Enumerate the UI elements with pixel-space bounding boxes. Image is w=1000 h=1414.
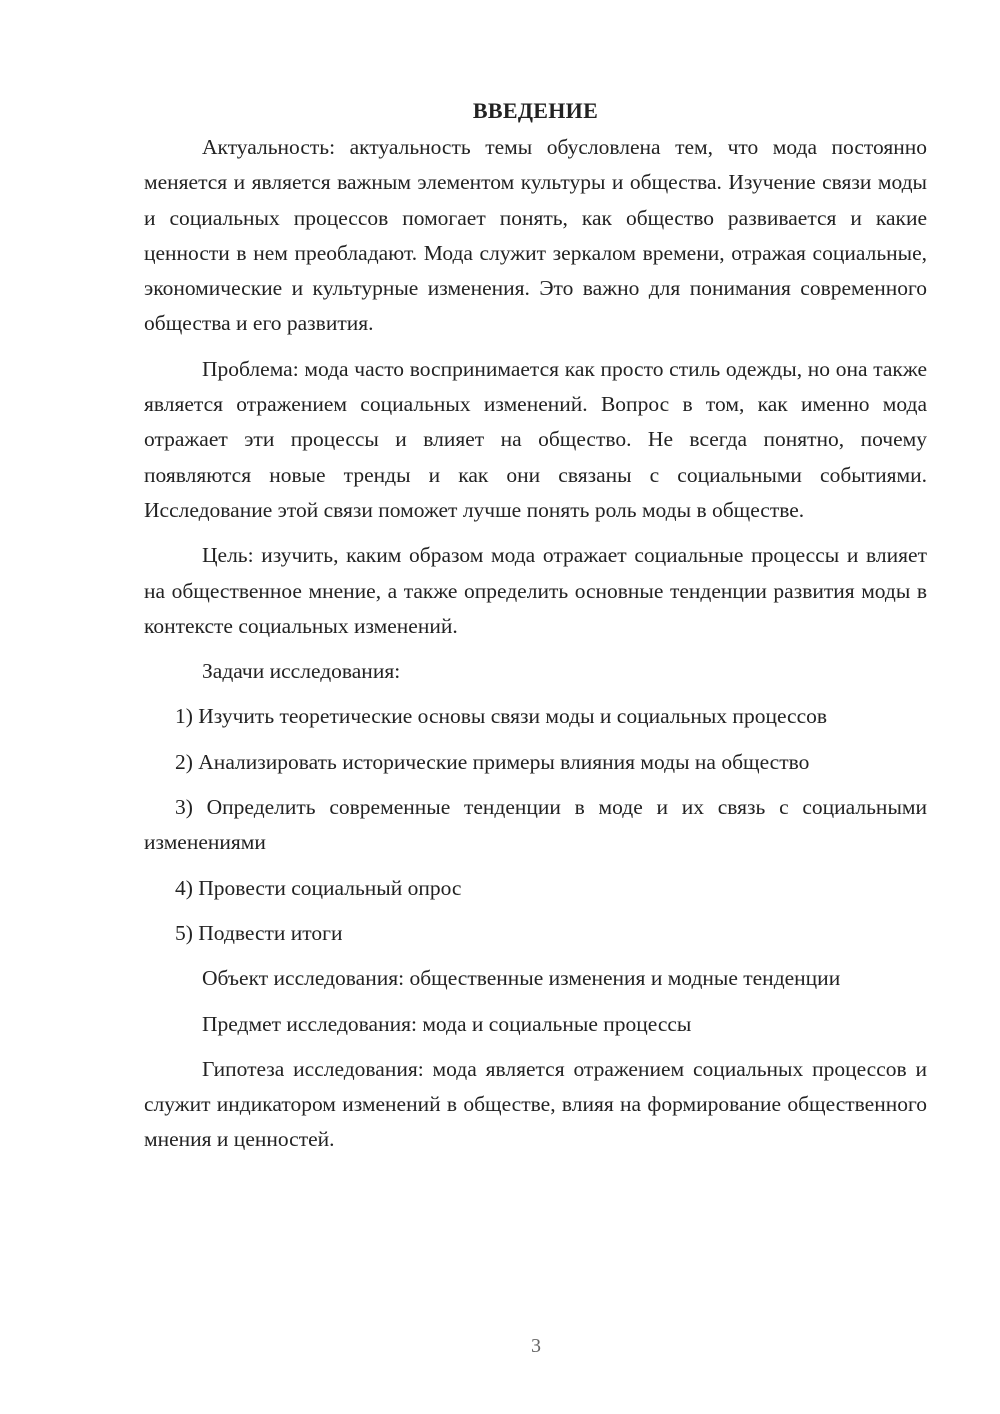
paragraph-subject: Предмет исследования: мода и социальные процессы xyxy=(202,1011,692,1036)
task-item-1: 1) Изучить теоретические основы связи моды и социальных процессов xyxy=(175,704,828,729)
paragraph-goal: Цель: изучить, каким образом мода отражает социальные процессы и влияет на общественное мнение, а также определить основные тенденции развития моды в контексте социальных изменений. xyxy=(144,543,927,638)
paragraph-hypothesis: Гипотеза исследования: мода является отражением социальных процессов и служит индикатором изменений в обществе, влияя на формирование общественного мнения и ценностей. xyxy=(144,1056,927,1152)
page-number: 3 xyxy=(531,1335,541,1357)
task-item-5: 5) Подвести итоги xyxy=(175,920,343,945)
tasks-heading: Задачи исследования: xyxy=(202,659,401,684)
task-item-3: 3) Определить современные тенденции в моде и их связь с социальными изменениями xyxy=(144,795,927,855)
task-item-4: 4) Провести социальный опрос xyxy=(175,875,462,900)
paragraph-object: Объект исследования: общественные изменения и модные тенденции xyxy=(202,966,841,991)
paragraph-relevance: Актуальность: актуальность темы обусловлена тем, что мода постоянно меняется и является важным элементом культуры и общества. Изучение связи моды и социальных процессов помогает понять, как общество развивается и какие ценности в нем преобладают. Мода служит зеркалом времени, отражая социальные, экономические и культурные изменения. Это важно для понимания современного общества и его развития. xyxy=(144,135,927,336)
document-page xyxy=(144,93,927,1158)
paragraph-problem: Проблема: мода часто воспринимается как просто стиль одежды, но она также является отражением социальных изменений. Вопрос в том, как именно мода отражает эти процессы и влияет на общество. Не всегда понятно, почему появляются новые тренды и как они связаны с социальными событиями. Исследование этой связи поможет лучше понять роль моды в обществе. xyxy=(144,356,927,522)
task-item-2: 2) Анализировать исторические примеры влияния моды на общество xyxy=(175,749,810,774)
section-title: ВВЕДЕНИЕ xyxy=(472,98,599,123)
